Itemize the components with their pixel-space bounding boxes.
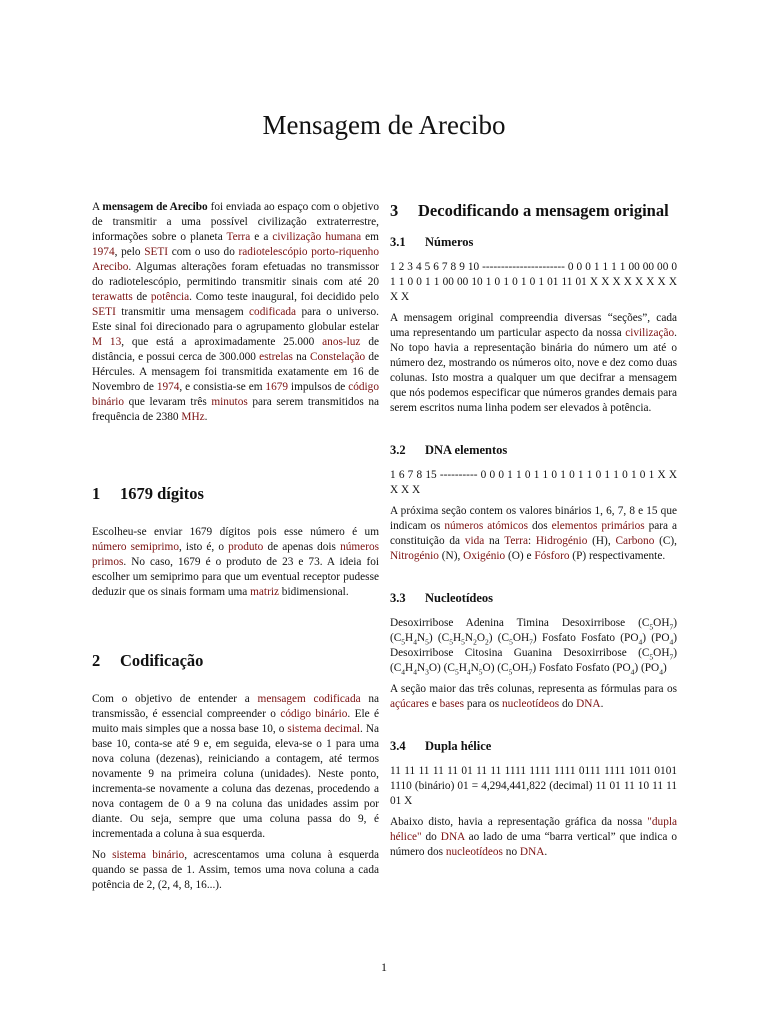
link-1974[interactable]: 1974 — [92, 246, 115, 258]
subscript: 7 — [529, 637, 533, 647]
text: . — [544, 846, 548, 858]
link-vida[interactable]: vida — [464, 535, 485, 547]
text: bidimensional. — [278, 586, 349, 598]
link-nucleotideos[interactable]: nucleotídeos — [502, 698, 560, 710]
text: . No caso, 1679 é o produto de 23 e 73. A ideia foi escolher um semiprimo para que um eventual receptor pudesse deduzir que os sinais formam uma — [92, 556, 379, 598]
link-minutos[interactable]: minutos — [211, 396, 248, 408]
text: OH — [653, 617, 670, 629]
link-terra[interactable]: Terra — [226, 231, 251, 243]
text: (H), — [587, 535, 616, 547]
link-1679[interactable]: 1679 — [265, 381, 289, 393]
text: ) (C — [390, 647, 677, 674]
text: do — [559, 698, 577, 710]
text: H — [405, 662, 414, 674]
link-produto[interactable]: produto — [228, 541, 264, 553]
text: : — [527, 535, 536, 547]
text: ) (PO — [642, 632, 670, 644]
link-codificada[interactable]: codificada — [249, 306, 297, 318]
binary-sequence-dupla-helice: 11 11 11 11 11 01 11 11 1111 1111 1111 0111 1111 1011 0101 1110 (binário) 01 = 4,294,441,822 (decimal) 11 01 11 10 11 11 01 X — [390, 765, 677, 807]
link-dna[interactable]: DNA — [576, 698, 601, 710]
link-mensagem-codificada[interactable]: mensagem codificada — [257, 693, 361, 705]
subscript: 5 — [509, 637, 513, 647]
text: (P) respectivamente. — [569, 550, 666, 562]
link-potencia[interactable]: potência — [150, 291, 190, 303]
link-seti-2[interactable]: SETI — [92, 306, 116, 318]
subsection-heading-nucleotideos — [390, 590, 677, 606]
link-radiotelescopio[interactable]: radiotelescópio porto-riquenho Arecibo — [92, 246, 379, 273]
link-oxigenio[interactable]: Oxigénio — [463, 550, 506, 562]
link-constelacao[interactable]: Constelação — [309, 351, 366, 363]
subscript: 4 — [401, 667, 406, 677]
link-matriz[interactable]: matriz — [250, 586, 279, 598]
link-civilizacao[interactable]: civilização — [625, 327, 675, 339]
subscript: 4 — [466, 667, 471, 677]
text: na — [292, 351, 310, 363]
text: que levaram três — [124, 396, 212, 408]
paragraph-nucleotideos — [390, 682, 677, 712]
link-numeros-primos[interactable]: números primos — [92, 541, 379, 568]
text: do — [421, 831, 441, 843]
link-codigo-binario[interactable]: código binário — [92, 381, 379, 408]
text: de — [132, 291, 151, 303]
paragraph-dna-elementos — [390, 504, 677, 564]
text: O) (C — [428, 662, 455, 674]
subsection-number: 3.2 — [390, 443, 406, 457]
subscript: 5 — [401, 637, 406, 647]
text: transmitir uma mensagem — [115, 306, 250, 318]
text: para o universo. Este sinal foi direcionado para o agrupamento globular estelar — [92, 306, 380, 333]
text: H — [452, 632, 462, 644]
text: . Ele é muito mais simples que a nossa base 10, o — [92, 708, 379, 735]
subsection-title: Nucleotídeos — [425, 591, 494, 605]
text: ao lado de uma “barra vertical” que indica o número dos — [390, 831, 677, 858]
text: O — [476, 632, 485, 644]
link-codigo-binario-2[interactable]: código binário — [280, 708, 348, 720]
subsection-title: Dupla hélice — [425, 739, 492, 753]
subscript: 5 — [478, 667, 483, 677]
formula-nucleotideos — [390, 616, 677, 676]
link-carbono[interactable]: Carbono — [615, 535, 655, 547]
paragraph-dupla-helice — [390, 815, 677, 860]
subscript: 5 — [649, 652, 654, 662]
left-column — [92, 200, 379, 899]
text: , que está a aproximadamente 25.000 — [121, 336, 323, 348]
binary-sequence-dna: 1 6 7 8 15 ---------- 0 0 0 1 1 0 1 1 0 1 0 1 1 0 1 1 0 1 0 1 X X X X X — [390, 469, 677, 496]
link-dna-3[interactable]: DNA — [519, 846, 545, 858]
right-column — [390, 200, 677, 866]
text: O) (C — [482, 662, 509, 674]
text: . No topo havia a representação binária do número um até o número dez, mostrando os números oito, nove e dez como duas colunas. Isto mostra a qualquer um que decifrar a mensagem que nós podemos especificar que números grandes demais para serem escritos numa linha podem ser elevados à potência. — [390, 327, 677, 414]
text: de distância, e possui cerca de 300.000 — [92, 336, 379, 363]
subscript: 5 — [454, 667, 459, 677]
section-heading-codificacao — [92, 650, 379, 672]
text: N — [470, 662, 479, 674]
link-1974-2[interactable]: 1974 — [156, 381, 180, 393]
text: para os — [464, 698, 503, 710]
link-sistema-binario[interactable]: sistema binário — [112, 849, 185, 861]
section-title: Codificação — [120, 651, 204, 670]
section-heading-decodificando — [390, 200, 677, 222]
subsection-number: 3.1 — [390, 235, 406, 249]
text: impulsos de — [288, 381, 349, 393]
subscript: 4 — [669, 637, 674, 647]
text: Desoxirribose Adenina Timina Desoxirribose (C — [390, 617, 650, 629]
subsection-title: Números — [425, 235, 474, 249]
subscript: 5 — [461, 637, 465, 647]
paragraph-codificacao-2 — [92, 848, 379, 893]
text: para serem transmitidos na frequência de 2380 — [92, 396, 379, 423]
link-nucleotideos-2[interactable]: nucleotídeos — [445, 846, 503, 858]
section-number: 2 — [92, 651, 101, 670]
text: de Hércules. A mensagem foi transmitida exatamente em 16 de Novembro de — [92, 351, 379, 393]
link-civilizacao-humana[interactable]: civilização humana — [272, 231, 362, 243]
text: . Algumas alterações foram efetuadas no transmissor do radiotelescópio, permitindo transmitir sinais com até 20 — [92, 261, 379, 288]
text: . Na base 10, conta-se até 9 e, em seguida, eleva-se o 1 para uma nova coluna (dezenas), reiniciando a contagem, até termos novamente 9 na primeira coluna (unidades). Neste ponto, incrementa-se novamente a coluna das dezenas, procedendo a nova contagem de 0 a 9 na coluna das unidades assim por diante. Ou seja, sempre que uma coluna passa do 9, é incrementada a coluna à sua esquerda. — [92, 723, 380, 840]
text: OH — [512, 632, 530, 644]
subscript: 7 — [669, 652, 674, 662]
paragraph-codificacao-1 — [92, 692, 379, 842]
text: Escolheu-se enviar 1679 dígitos pois esse número é um — [92, 526, 379, 538]
link-bases[interactable]: bases — [439, 698, 465, 710]
text: em — [361, 231, 379, 243]
link-hidrogenio[interactable]: Hidrogénio — [535, 535, 588, 547]
text: ) Fosfato Fosfato (PO — [532, 662, 631, 674]
subscript: 5 — [425, 637, 429, 647]
link-fosforo[interactable]: Fósforo — [534, 550, 570, 562]
subsection-title: DNA elementos — [425, 443, 508, 457]
text: e — [428, 698, 440, 710]
subsection-heading-numeros — [390, 234, 677, 250]
binary-sequence-numeros: 1 2 3 4 5 6 7 8 9 10 ---------------------- 0 0 0 1 1 1 1 00 00 00 0 1 1 0 0 1 1 00 00 10 1 0 1 0 1 0 1 01 11 01 X X X X X X X X X X — [390, 261, 677, 303]
section-title: 1679 dígitos — [120, 484, 204, 503]
text: A mensagem original compreendia diversas “seções”, cada uma representando um particular aspecto da nossa — [390, 312, 677, 339]
text: . — [204, 411, 208, 423]
subscript: 3 — [425, 667, 429, 677]
subscript: 5 — [449, 637, 453, 647]
section-heading-1679-digitos — [92, 483, 379, 505]
text: A — [92, 201, 103, 213]
link-numero-semiprimo[interactable]: número semiprimo — [92, 541, 179, 553]
subscript: 4 — [659, 667, 663, 677]
document-title: Mensagem de Arecibo — [262, 110, 506, 140]
text: H — [458, 662, 467, 674]
text: N — [416, 632, 426, 644]
text: . Como teste inaugural, foi decidido pelo — [189, 291, 379, 303]
subsection-number: 3.3 — [390, 591, 406, 605]
paragraph-1679 — [92, 525, 379, 600]
text: , e consistia-se em — [179, 381, 266, 393]
subscript: 4 — [630, 667, 635, 677]
link-sistema-decimal[interactable]: sistema decimal — [287, 723, 361, 735]
text: com o uso do — [168, 246, 239, 258]
link-seti[interactable]: SETI — [144, 246, 169, 258]
text: OH — [512, 662, 529, 674]
text: (N), — [438, 550, 464, 562]
text: No — [92, 849, 113, 861]
text: (C), — [654, 535, 678, 547]
subscript: 4 — [638, 637, 643, 647]
text: na transmissão, é essencial compreender o — [92, 693, 379, 720]
subsection-heading-dna-elementos — [390, 442, 677, 458]
section-title: Decodificando a mensagem original — [418, 201, 669, 220]
subscript: 5 — [649, 622, 654, 632]
text: N — [416, 662, 426, 674]
text: ) Desoxirribose Citosina Guanina Desoxirribose (C — [390, 632, 678, 659]
subscript: 7 — [669, 622, 674, 632]
text: OH — [653, 647, 670, 659]
subscript: 2 — [473, 637, 477, 647]
link-anos-luz[interactable]: anos-luz — [322, 336, 361, 348]
subscript: 2 — [485, 637, 489, 647]
article-subject: mensagem de Arecibo — [102, 201, 208, 213]
text: ) — [662, 662, 667, 674]
text: ) (C — [390, 617, 677, 644]
text: na — [484, 535, 505, 547]
section-number: 3 — [390, 201, 399, 220]
link-dna-2[interactable]: DNA — [440, 831, 465, 843]
subscript: 7 — [528, 667, 533, 677]
text: no — [502, 846, 520, 858]
text: ) Fosfato Fosfato (PO — [532, 632, 639, 644]
text: , acrescentamos uma coluna à esquerda quando se passa de 1. Assim, temos uma nova coluna a cada potência de 2, (2, 4, 8, 16...). — [92, 849, 379, 891]
subscript: 4 — [413, 637, 417, 647]
text: foi enviada ao espaço com o objetivo de transmitir a uma possível civilização extraterrestre, informações sobre o planeta — [92, 201, 380, 243]
text: A seção maior das três colunas, representa as fórmulas para os — [390, 683, 677, 695]
paragraph-numeros — [390, 311, 677, 416]
text: ) (C — [428, 632, 450, 644]
link-elementos-primarios[interactable]: elementos primários — [551, 520, 645, 532]
link-dupla-helice[interactable]: "dupla hélice" — [390, 816, 677, 843]
section-number: 1 — [92, 484, 101, 503]
link-mhz[interactable]: MHz — [181, 411, 205, 423]
text: , pelo — [114, 246, 145, 258]
text: N — [464, 632, 474, 644]
link-numeros-atomicos[interactable]: números atómicos — [444, 520, 528, 532]
text: , isto é, o — [178, 541, 229, 553]
text: de apenas dois — [263, 541, 341, 553]
subscript: 5 — [508, 667, 513, 677]
intro-paragraph — [92, 200, 379, 425]
text: . — [600, 698, 604, 710]
link-terra-2[interactable]: Terra — [504, 535, 528, 547]
subscript: 4 — [413, 667, 417, 677]
text: H — [405, 632, 414, 644]
text: dos — [528, 520, 552, 532]
subsection-heading-dupla-helice — [390, 738, 677, 754]
text: para a constituição da — [390, 520, 678, 547]
link-nitrogenio[interactable]: Nitrogénio — [390, 550, 439, 562]
link-terawatts[interactable]: terawatts — [92, 291, 133, 303]
text: A próxima seção contem os valores binários 1, 6, 7, 8 e 15 que indicam os — [390, 505, 677, 532]
text: ) (PO — [634, 662, 660, 674]
page-number: 1 — [381, 960, 387, 974]
text: Abaixo disto, havia a representação gráfica da nossa — [390, 816, 648, 828]
text: Com o objetivo de entender a — [92, 693, 258, 705]
text: e a — [250, 231, 273, 243]
link-acucares[interactable]: açúcares — [390, 698, 429, 710]
subsection-number: 3.4 — [390, 739, 406, 753]
text: (O) e — [505, 550, 535, 562]
link-estrelas[interactable]: estrelas — [259, 351, 293, 363]
text: ) (C — [488, 632, 510, 644]
link-m13[interactable]: M 13 — [92, 336, 122, 348]
